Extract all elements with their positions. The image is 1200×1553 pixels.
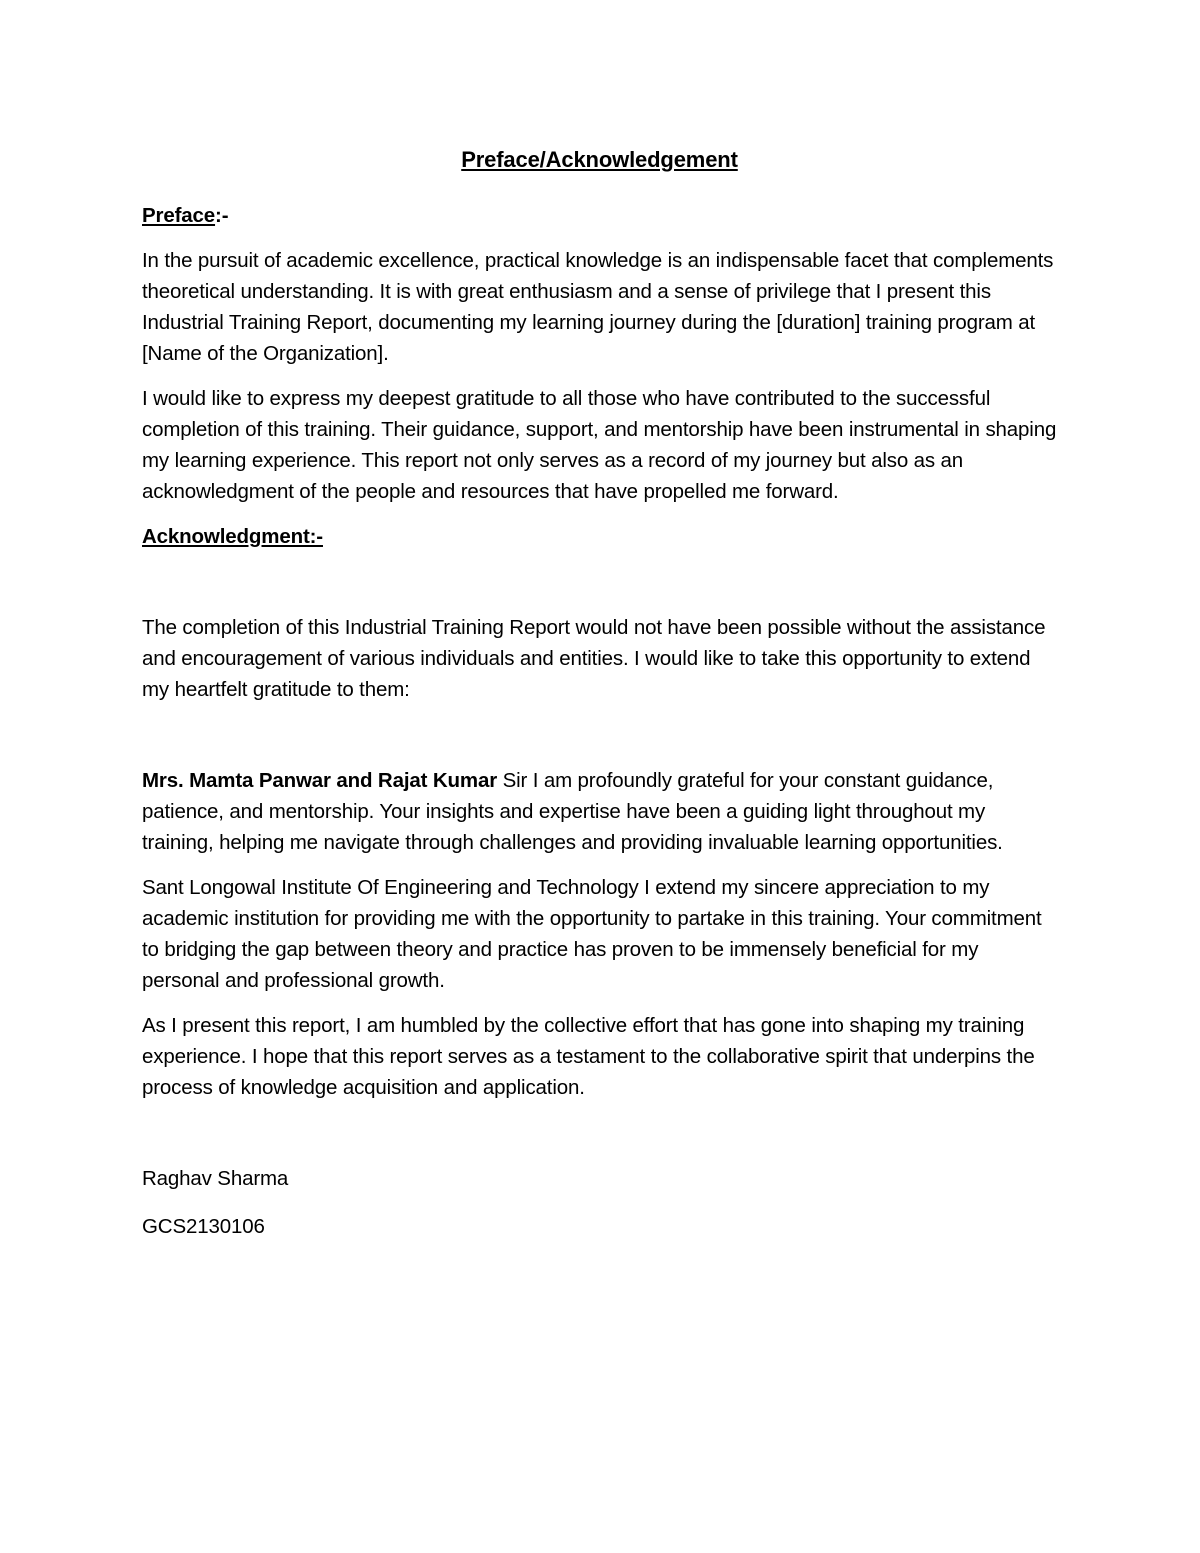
blank-line bbox=[142, 1117, 1057, 1163]
acknowledgment-institute: Sant Longowal Institute Of Engineering and Technology I extend my sincere appreciation to my academic institution for providing me with the opportunity to partake in this training. Your commitment to bridging the gap between theory and practice has proven to be immensely beneficial for my personal and professional growth. bbox=[142, 876, 1042, 992]
blank-line bbox=[142, 719, 1057, 765]
acknowledgment-mentors bbox=[142, 765, 1057, 858]
signature-block bbox=[142, 1163, 1057, 1242]
document-title: Preface/Acknowledgement bbox=[461, 147, 738, 172]
mentors-text: Sir I am profoundly grateful for your constant guidance, patience, and mentorship. Your insights and expertise have been a guiding light throughout my training, helping me navigate through challenges and providing invaluable learning opportunities. bbox=[142, 769, 1003, 854]
preface-heading-text: Preface bbox=[142, 204, 216, 227]
acknowledgment-closing: As I present this report, I am humbled by the collective effort that has gone into shaping my training experience. I hope that this report serves as a testament to the collaborative spirit that underpins the process of knowledge acquisition and application. bbox=[142, 1014, 1035, 1099]
acknowledgment-heading bbox=[142, 521, 1057, 552]
preface-paragraph-2: I would like to express my deepest gratitude to all those who have contributed to the successful completion of this training. Their guidance, support, and mentorship have been instrumental in shaping my learning experience. This report not only serves as a record of my journey but also as an acknowledgment of the people and resources that have propelled me forward. bbox=[142, 387, 1057, 503]
preface-heading-suffix: :- bbox=[215, 204, 229, 227]
acknowledgment-intro: The completion of this Industrial Training Report would not have been possible without the assistance and encouragement of various individuals and entities. I would like to take this opportunity to extend my heartfelt gratitude to them: bbox=[142, 616, 1046, 701]
signature-name: Raghav Sharma bbox=[142, 1167, 289, 1190]
preface-paragraph-1: In the pursuit of academic excellence, practical knowledge is an indispensable facet that complements theoretical understanding. It is with great enthusiasm and a sense of privilege that I present this Industrial Training Report, documenting my learning journey during the [duration] training program at [Name of the Organization]. bbox=[142, 249, 1054, 365]
acknowledgment-heading-text: Acknowledgment:- bbox=[142, 525, 323, 548]
signature-id: GCS2130106 bbox=[142, 1215, 265, 1238]
mentors-names: Mrs. Mamta Panwar and Rajat Kumar bbox=[142, 769, 498, 792]
document-body bbox=[142, 142, 1057, 1259]
blank-line bbox=[142, 566, 1057, 612]
preface-heading bbox=[142, 200, 1057, 231]
